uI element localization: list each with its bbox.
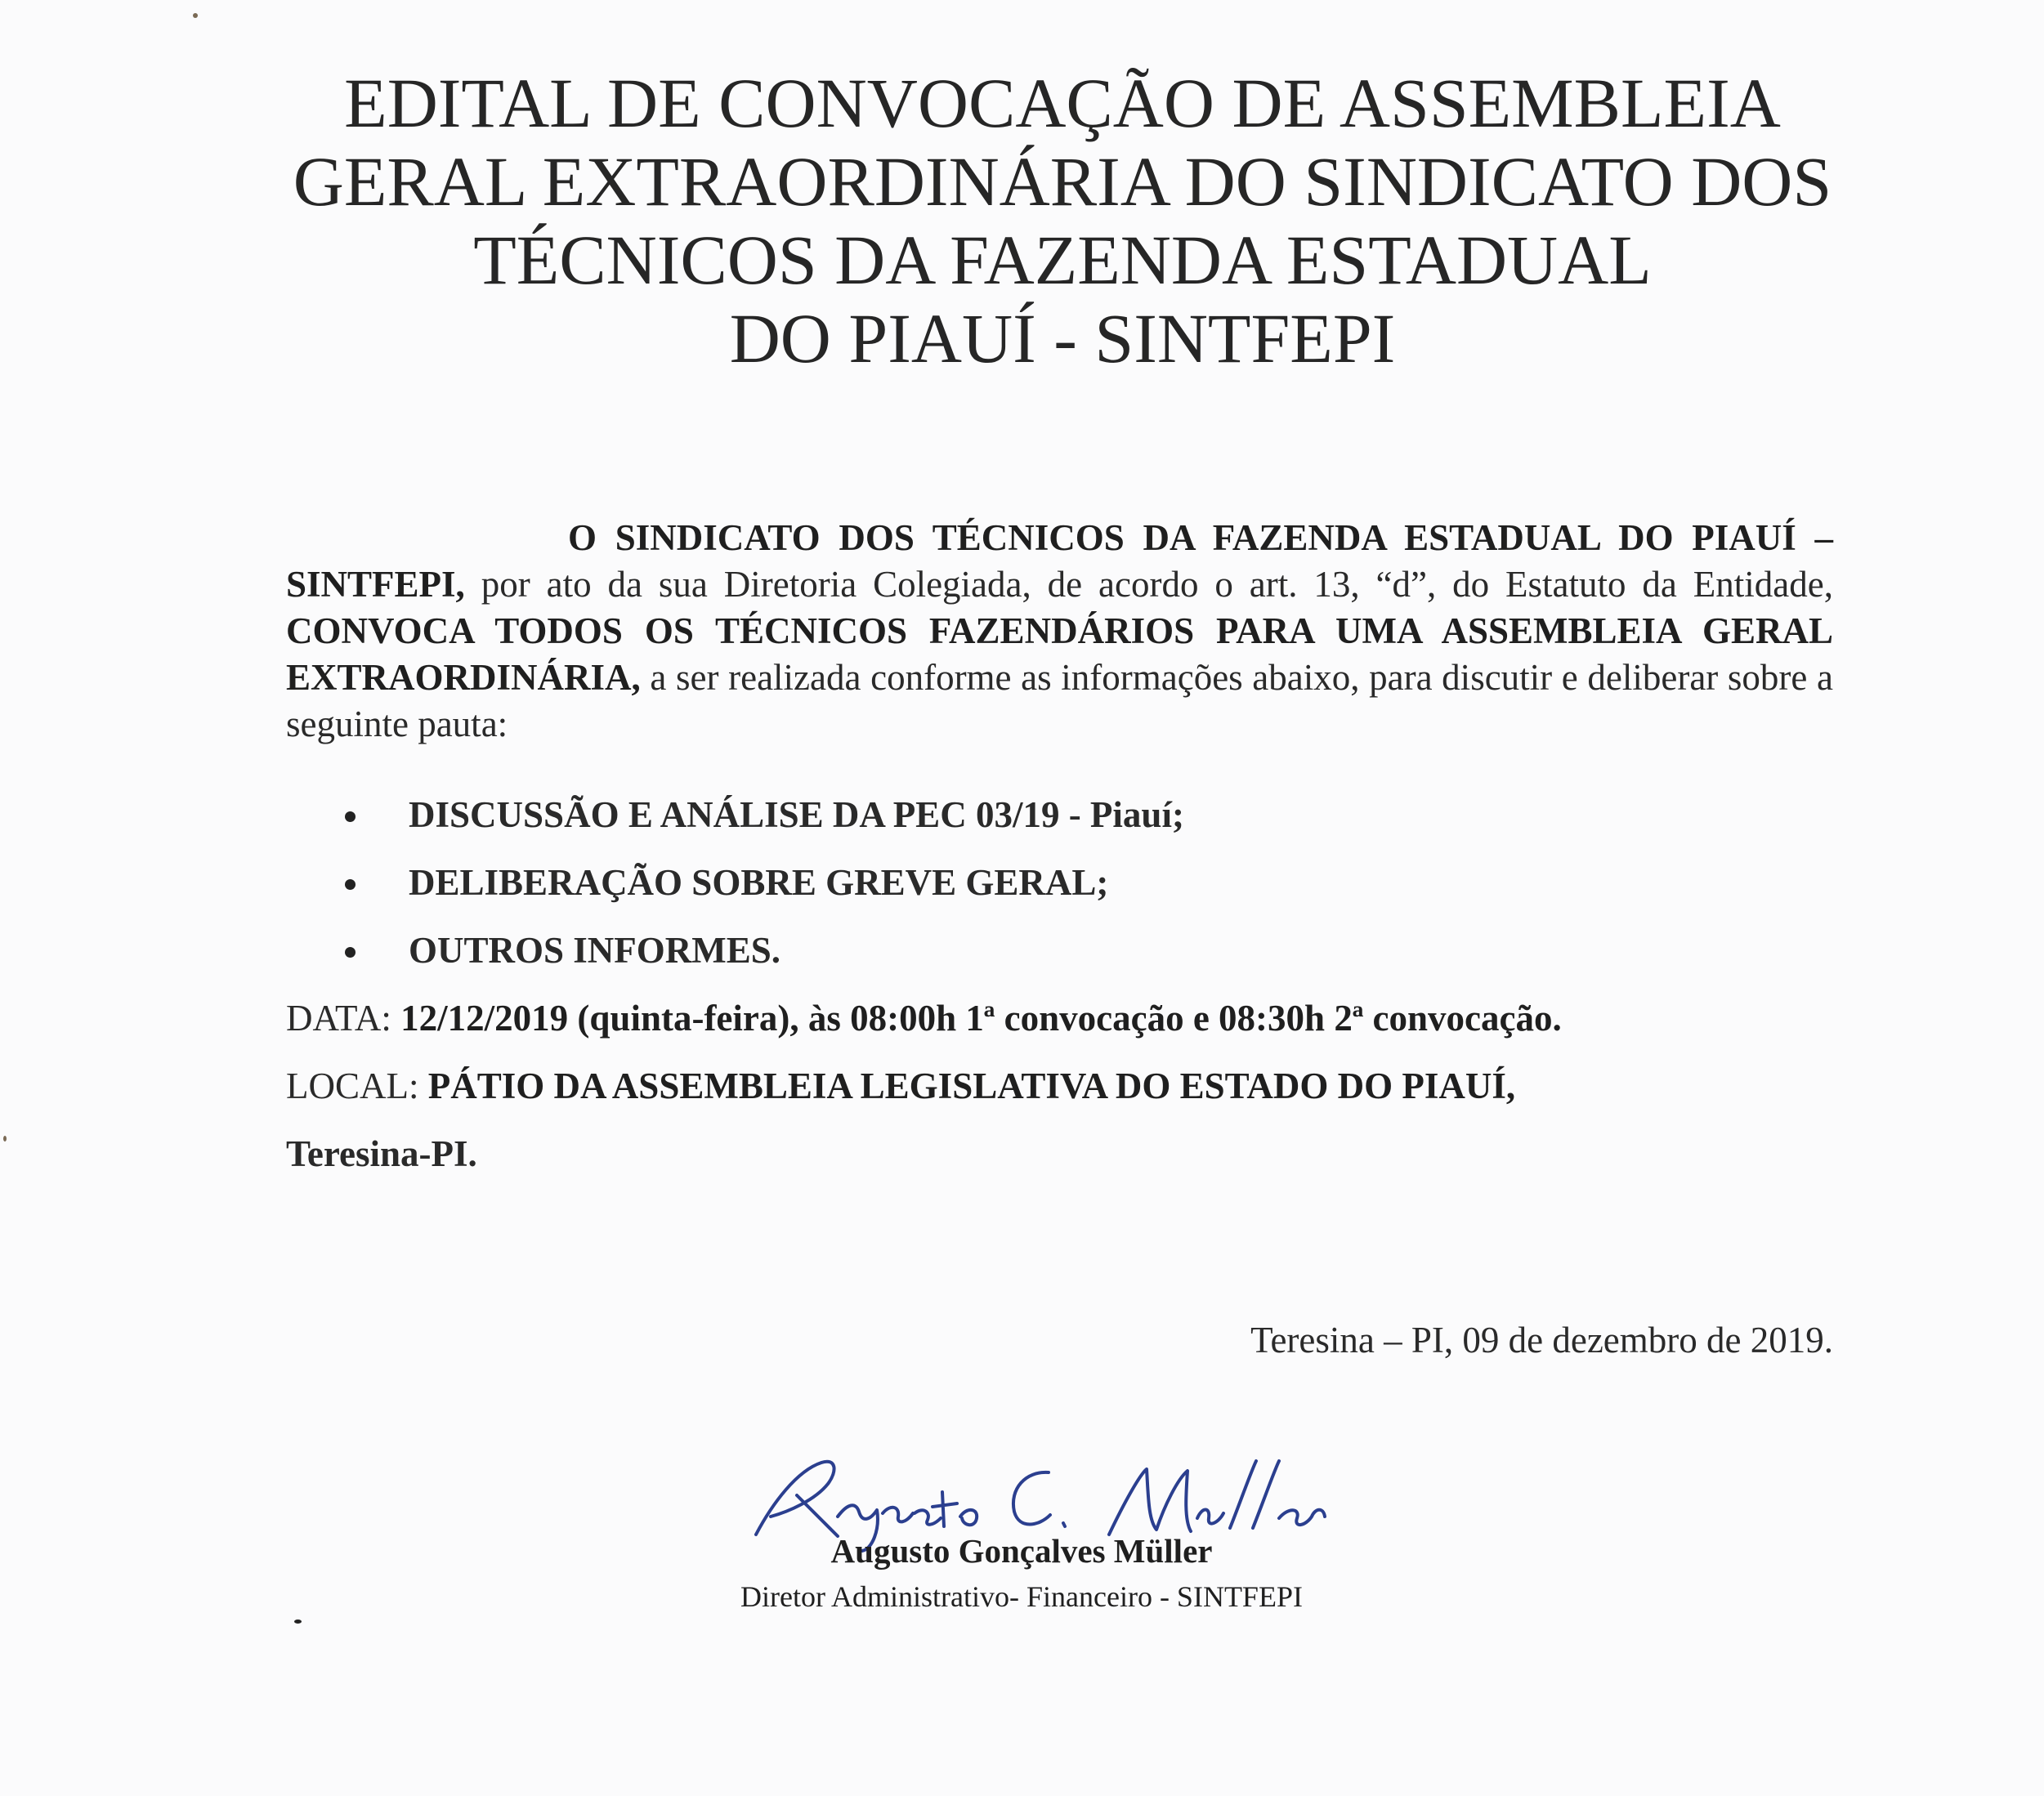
scan-speck (193, 13, 198, 18)
title-line-1: EDITAL DE CONVOCAÇÃO DE ASSEMBLEIA (344, 64, 1781, 142)
agenda-list (286, 792, 1833, 974)
agenda-item (286, 792, 1833, 838)
meeting-date (286, 995, 1833, 1042)
agenda-item (286, 860, 1833, 906)
meeting-city: Teresina-PI. (286, 1133, 477, 1174)
title-line-2: GERAL EXTRAORDINÁRIA DO SINDICATO DOS (293, 142, 1832, 221)
document-body (286, 515, 1833, 1177)
signatory-block (572, 1530, 1471, 1616)
date-value: 12/12/2019 (quinta-feira), às 08:00h 1ª convocação e 08:30h 2ª convocação. (391, 998, 1562, 1039)
meeting-location (286, 1063, 1833, 1110)
intro-text-1: por ato da sua Diretoria Colegiada, de acordo o art. 13, “d”, do Estatuto da Entidade, (464, 564, 1833, 605)
bullet-icon (345, 811, 356, 822)
local-value: PÁTIO DA ASSEMBLEIA LEGISLATIVA DO ESTADO DO PIAUÍ, (418, 1066, 1516, 1106)
bullet-icon (345, 879, 356, 890)
union-name: O SINDICATO DOS TÉCNICOS DA FAZENDA ESTADUAL DO PIAUÍ – SINTFEPI, (286, 517, 1833, 605)
document-title (204, 64, 1921, 378)
title-line-3: TÉCNICOS DA FAZENDA ESTADUAL (473, 221, 1652, 299)
scan-speck (3, 1136, 7, 1141)
date-label: DATA: (286, 998, 391, 1039)
bullet-icon (345, 947, 356, 958)
agenda-item-text: OUTROS INFORMES. (409, 930, 781, 971)
agenda-item (286, 927, 1833, 974)
agenda-item-text: DELIBERAÇÃO SOBRE GREVE GERAL; (409, 862, 1109, 903)
scan-speck (294, 1620, 302, 1624)
intro-text-2: a ser realizada conforme as informações abaixo, para discutir e deliberar sobre a seguinte pauta: (286, 657, 1833, 744)
closing-date-place: Teresina – PI, 09 de dezembro de 2019. (1250, 1320, 1833, 1360)
signatory-role: Diretor Administrativo- Financeiro - SINTFEPI (740, 1580, 1303, 1613)
convocation-statement: CONVOCA TODOS OS TÉCNICOS FAZENDÁRIOS PARA UMA ASSEMBLEIA GERAL EXTRAORDINÁRIA, (286, 610, 1833, 698)
intro-paragraph (286, 515, 1833, 748)
agenda-item-text: DISCUSSÃO E ANÁLISE DA PEC 03/19 - Piauí; (409, 794, 1184, 835)
local-label: LOCAL: (286, 1066, 419, 1106)
title-line-4: DO PIAUÍ - SINTFEPI (729, 299, 1396, 378)
signatory-name: Augusto Gonçalves Müller (830, 1532, 1213, 1570)
